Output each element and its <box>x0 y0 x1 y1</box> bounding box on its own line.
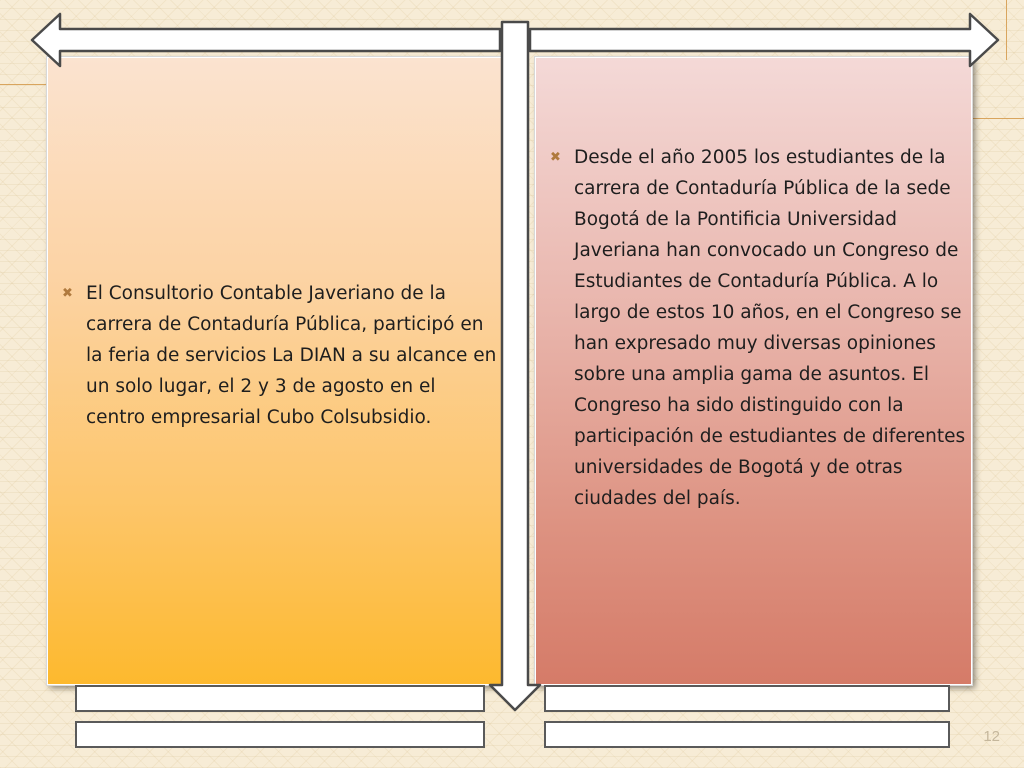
x-bullet-icon: ✖ <box>550 150 561 165</box>
down-arrow-shape <box>490 22 540 710</box>
right-arrow-shape <box>530 14 998 66</box>
x-bullet-icon: ✖ <box>62 286 73 301</box>
right-bullet-text: Desde el año 2005 los estudiantes de la carrera de Contaduría Pública de la sede Bogotá de la Pontificia Universidad Javeriana han convocado un Congreso de Estudiantes de Contaduría Pública. A lo largo de estos 10 años, en el Congreso se han expresado muy diversas opiniones sobre una amplia gama de asuntos. El Congreso ha sido distinguido con la participación de estudiantes de diferentes universidades de Bogotá y de otras ciudades del país. <box>574 147 966 509</box>
left-bullet-text: El Consultorio Contable Javeriano de la carrera de Contaduría Pública, participó en la feria de servicios La DIAN a su alcance en un solo lugar, el 2 y 3 de agosto en el centro empresarial Cubo Colsubsidio. <box>86 283 497 428</box>
left-arrow-shape <box>32 14 500 66</box>
page-number: 12 <box>983 728 1000 745</box>
